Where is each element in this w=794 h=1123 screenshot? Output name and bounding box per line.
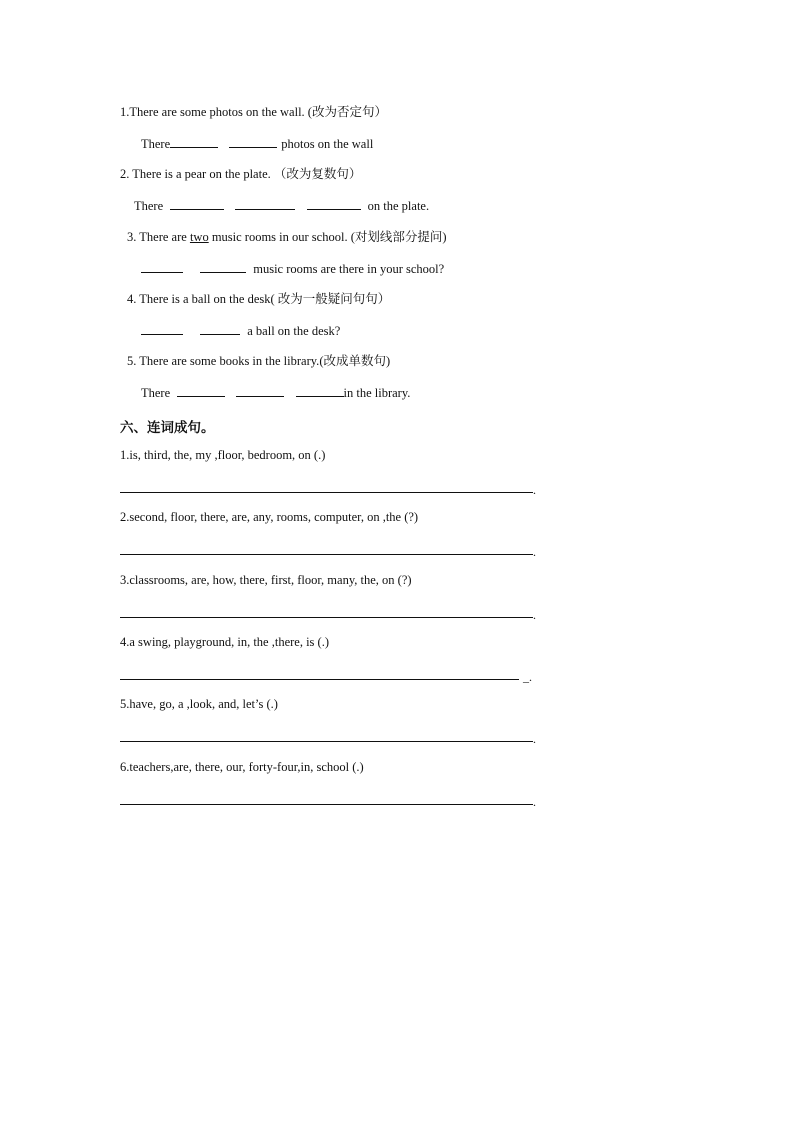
question-3	[127, 229, 447, 245]
scramble-5-answer-line[interactable]	[120, 741, 533, 742]
question-4	[127, 291, 390, 307]
answer-5-prefix: There	[141, 386, 171, 400]
answer-3-blank-2[interactable]	[200, 260, 246, 273]
answer-2-blank-3[interactable]	[307, 197, 361, 210]
answer-4-suffix: a ball on the desk?	[247, 324, 341, 338]
scramble-4-end: _.	[523, 670, 532, 684]
answer-5-blank-2[interactable]	[236, 384, 284, 397]
scramble-4-answer-line[interactable]	[120, 679, 519, 680]
answer-2-prefix: There	[134, 199, 164, 213]
question-3-note: (对划线部分提问)	[350, 230, 447, 244]
question-4-text: 4. There is a ball on the desk	[127, 292, 271, 306]
scramble-4: 4.a swing, playground, in, the ,there, is (.)	[120, 635, 329, 649]
question-3-underlined-word: two	[189, 230, 209, 244]
scramble-2-answer-line[interactable]	[120, 554, 533, 555]
question-5-text: 5. There are some books in the library.	[127, 354, 320, 368]
question-2	[120, 166, 361, 182]
question-3-post: music rooms in our school.	[211, 230, 348, 244]
scramble-3-answer-line[interactable]	[120, 617, 533, 618]
answer-5-blank-1[interactable]	[177, 384, 225, 397]
answer-1	[141, 135, 373, 152]
section-6-title: 六、连词成句。	[120, 420, 215, 436]
answer-2-blank-1[interactable]	[170, 197, 224, 210]
answer-4	[141, 322, 340, 339]
scramble-1-end: .	[533, 483, 536, 497]
answer-4-blank-2[interactable]	[200, 322, 240, 335]
answer-2-suffix: on the plate.	[367, 199, 430, 213]
answer-3	[141, 260, 444, 277]
question-1	[120, 104, 387, 120]
answer-1-blank-2[interactable]	[229, 135, 277, 148]
scramble-5: 5.have, go, a ,look, and, let’s (.)	[120, 697, 278, 711]
question-1-text: 1.There are some photos on the wall.	[120, 105, 305, 119]
answer-3-blank-1[interactable]	[141, 260, 183, 273]
scramble-1-answer-line[interactable]	[120, 492, 533, 493]
answer-5-suffix: in the library.	[343, 386, 411, 400]
question-3-pre: 3. There are	[127, 230, 187, 244]
answer-2	[134, 197, 429, 214]
question-2-note: （改为复数句）	[273, 167, 362, 181]
scramble-3: 3.classrooms, are, how, there, first, floor, many, the, on (?)	[120, 573, 412, 587]
answer-5	[141, 384, 410, 401]
question-1-note: (改为否定句）	[307, 105, 387, 119]
answer-1-suffix: photos on the wall	[281, 137, 374, 151]
question-4-note: ( 改为一般疑问句句）	[270, 292, 391, 306]
scramble-6: 6.teachers,are, there, our, forty-four,in, school (.)	[120, 760, 364, 774]
answer-3-suffix: music rooms are there in your school?	[253, 262, 445, 276]
answer-2-blank-2[interactable]	[235, 197, 295, 210]
answer-1-prefix: There	[141, 137, 171, 151]
answer-1-blank-1[interactable]	[170, 135, 218, 148]
question-5-note: (改成单数句)	[319, 354, 391, 368]
scramble-2: 2.second, floor, there, are, any, rooms, computer, on ,the (?)	[120, 510, 419, 524]
question-5	[127, 353, 390, 369]
scramble-6-answer-line[interactable]	[120, 804, 533, 805]
scramble-5-end: .	[533, 732, 536, 746]
question-2-text: 2. There is a pear on the plate.	[120, 167, 271, 181]
scramble-6-end: .	[533, 795, 536, 809]
answer-4-blank-1[interactable]	[141, 322, 183, 335]
scramble-1: 1.is, third, the, my ,floor, bedroom, on (.)	[120, 448, 326, 462]
answer-5-blank-3[interactable]	[296, 384, 344, 397]
scramble-3-end: .	[533, 608, 536, 622]
scramble-2-end: .	[533, 545, 536, 559]
